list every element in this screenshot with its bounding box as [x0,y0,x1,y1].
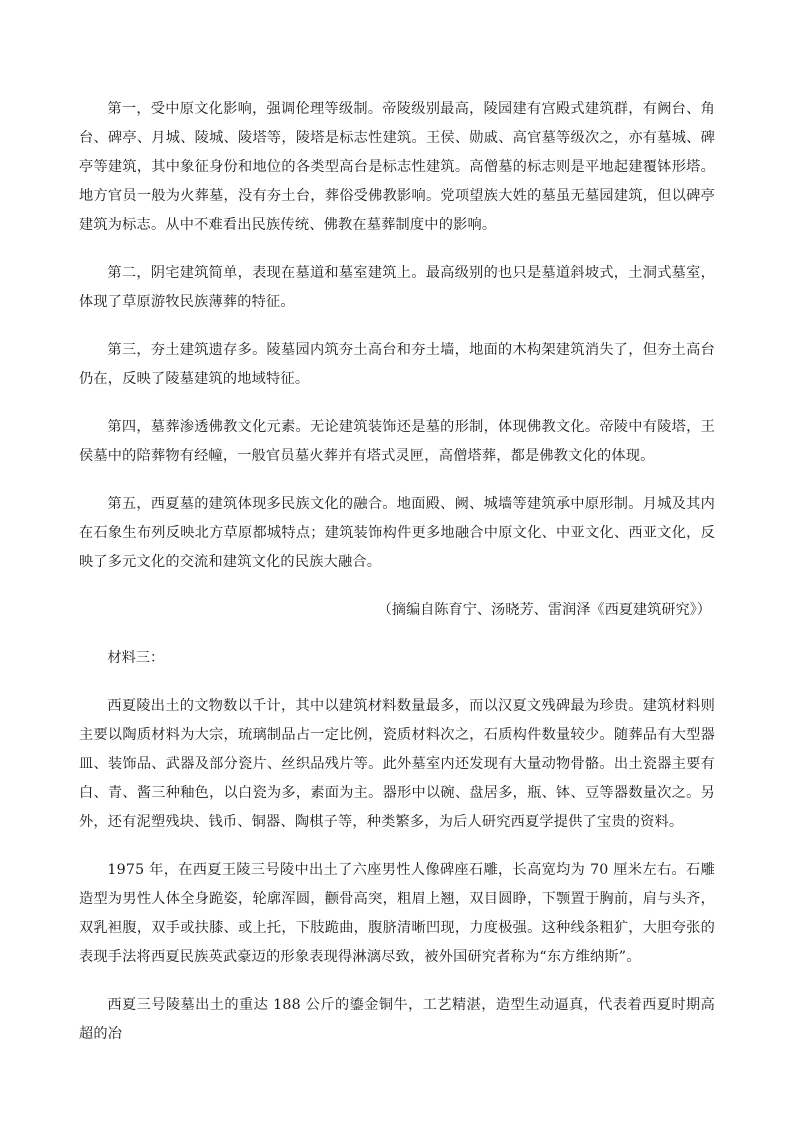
document-body [79,95,715,1049]
paragraph-third: 第三，夯土建筑遗存多。陵墓园内筑夯土高台和夯土墙，地面的木构架建筑消失了，但夯土高台仍在，反映了陵墓建筑的地域特征。 [79,342,715,387]
material-label: 材料三： [107,650,165,666]
material-paragraph-statues: 1975 年，在西夏王陵三号陵中出土了六座男性人像碑座石雕，长高宽均为 70 厘米左右。石雕造型为男性人体全身跪姿，轮廓浑圆，颧骨高突，粗眉上翘，双目圆睁，下颚置于胸前，肩与头齐，双乳袒腹，双手或扶膝、或上托，下肢跪曲，腹脐清晰凹现，力度极强。这种线条粗犷，大胆夸张的表现手法将西夏民族英武豪迈的形象表现得淋漓尽致，被外国研究者称为“东方维纳斯”。 [79,862,715,965]
material-paragraph-relics: 西夏陵出土的文物数以千计，其中以建筑材料数量最多，而以汉夏文残碑最为珍贵。建筑材料则主要以陶质材料为大宗，琉璃制品占一定比例，瓷质材料次之，石质构件数量较少。随葬品有大型器皿、装饰品、武器及部分瓷片、丝织品残片等。此外墓室内还发现有大量动物骨骼。出土瓷器主要有白、青、酱三种釉色，以白瓷为多，素面为主。器形中以碗、盘居多，瓶、钵、豆等器数量次之。另外，还有泥塑残块、钱币、铜器、陶棋子等，种类繁多，为后人研究西夏学提供了宝贵的资料。 [79,698,715,830]
paragraph-first: 第一，受中原文化影响，强调伦理等级制。帝陵级别最高，陵园建有宫殿式建筑群，有阙台、角台、碑亭、月城、陵城、陵塔等，陵塔是标志性建筑。王侯、勋戚、高官墓等级次之，亦有墓城、碑亭等建筑，其中象征身份和地位的各类型高台是标志性建筑。高僧墓的标志则是平地起建覆钵形塔。地方官员一般为火葬墓，没有夯土台，葬俗受佛教影响。党项望族大姓的墓虽无墓园建筑，但以碑亭建筑为标志。从中不难看出民族传统、佛教在墓葬制度中的影响。 [79,101,715,233]
paragraph-second: 第二，阴宅建筑简单，表现在墓道和墓室建筑上。最高级别的也只是墓道斜坡式，土洞式墓室，体现了草原游牧民族薄葬的特征。 [79,265,715,310]
source-citation: （摘编自陈育宁、汤晓芳、雷润泽《西夏建筑研究》） [377,602,711,618]
material-paragraph-bronze-ox: 西夏三号陵墓出土的重达 188 公斤的鎏金铜牛，工艺精湛，造型生动逼真，代表着西夏时期高超的冶 [79,997,715,1042]
paragraph-fifth: 第五，西夏墓的建筑体现多民族文化的融合。地面殿、阙、城墙等建筑承中原形制。月城及其内在石象生布列反映北方草原都城特点；建筑装饰构件更多地融合中原文化、中亚文化、西亚文化，反映了多元文化的交流和建筑文化的民族大融合。 [79,496,715,570]
paragraph-fourth: 第四，墓葬渗透佛教文化元素。无论建筑装饰还是墓的形制，体现佛教文化。帝陵中有陵塔，王侯墓中的陪葬物有经幢，一般官员墓火葬并有塔式灵匣，高僧塔葬，都是佛教文化的体现。 [79,419,715,464]
